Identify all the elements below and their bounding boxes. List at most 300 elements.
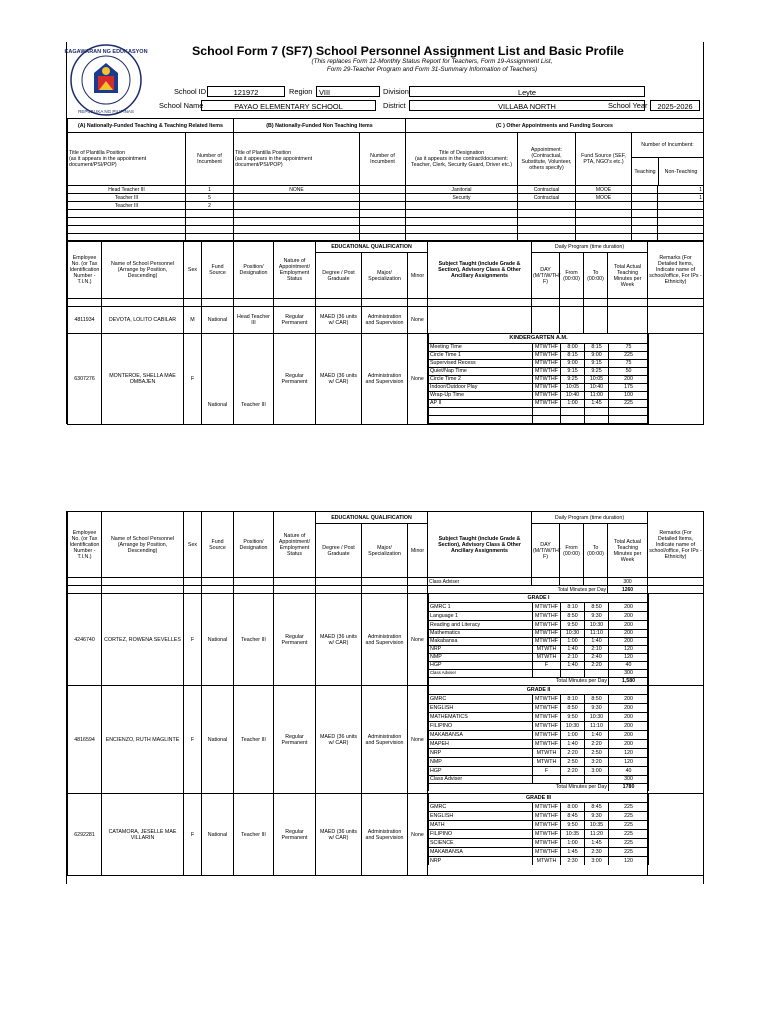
table-cell: None	[408, 686, 428, 794]
table-cell: CATAMORA, JESELLE MAE VILLARIN	[102, 794, 184, 876]
table-cell: MAED (36 units w/ CAR)	[316, 594, 362, 686]
grade-label: GRADE II	[429, 686, 649, 694]
table-cell: MTWTHF	[533, 829, 561, 838]
table-cell	[234, 578, 274, 586]
table-row[interactable]	[68, 686, 704, 794]
table-cell: CORTEZ, ROWENA SEVELLES	[102, 594, 184, 686]
table-cell: MAKABANSA	[429, 730, 533, 739]
table-cell: 200	[609, 375, 649, 383]
table-cell: 8:15	[585, 343, 609, 351]
table-cell	[234, 299, 274, 307]
table-cell	[648, 586, 704, 594]
form-sheet-page-2	[66, 511, 704, 884]
table-row[interactable]	[68, 794, 704, 876]
table-cell: F	[533, 766, 561, 775]
table-cell	[584, 299, 608, 307]
table-cell	[102, 586, 184, 594]
col-daily-program: Daily Program (time duration)	[532, 512, 648, 524]
table-cell: 10:35	[585, 820, 609, 829]
table-cell: Teacher III	[234, 594, 274, 686]
table-cell: 225	[609, 829, 649, 838]
table-cell: 9:15	[561, 367, 585, 375]
table-cell: MTWTHF	[533, 730, 561, 739]
table-cell: Class Adviser	[428, 578, 532, 586]
table-cell: MTWTHF	[533, 359, 561, 367]
table-cell: NONE	[234, 186, 360, 194]
col-fund: Fund Source	[202, 512, 234, 578]
table-cell: MAKABANSA	[429, 847, 533, 856]
table-cell: DEVOTA, LOLITO CABILAR	[102, 307, 184, 334]
table-cell: MTWTHF	[533, 620, 561, 629]
plantilla-title-header: Title of Plantilla Position (as it appears in the appointment document/PSI/POP)	[68, 133, 186, 186]
table-cell	[360, 210, 406, 218]
table-cell: 120	[609, 856, 649, 865]
table-cell	[362, 299, 408, 307]
table-cell: 1:00	[561, 730, 585, 739]
table-cell: Total Minutes per Day	[429, 677, 609, 685]
incumbent-split-header: Number of Incumbent: Teaching Non-Teaching	[632, 133, 704, 186]
col-position: Position/ Designation	[234, 512, 274, 578]
table-cell: F	[184, 794, 202, 876]
table-cell: 10:30	[561, 721, 585, 730]
table-cell: MTWTHF	[533, 375, 561, 383]
table-cell: 2:10	[585, 645, 609, 653]
col-sex: Sex	[184, 512, 202, 578]
table-cell	[648, 594, 704, 686]
table-cell	[68, 218, 186, 226]
table-cell: 9:00	[585, 351, 609, 359]
form-subtitle-line1: (This replaces Form 12-Monthly Status Report for Teachers, Form 19-Assignment List,	[311, 58, 553, 65]
table-cell	[360, 186, 406, 194]
table-cell: Reading and Literacy	[429, 620, 533, 629]
table-cell: 1:40	[561, 645, 585, 653]
table-cell: MTWTHF	[533, 602, 561, 611]
table-cell: 10:40	[585, 383, 609, 391]
table-cell	[274, 578, 316, 586]
table-cell: 10:05	[585, 375, 609, 383]
table-cell: 300	[609, 775, 649, 783]
table-cell	[68, 210, 186, 218]
school-id-label: School ID	[174, 87, 207, 96]
table-cell: Janitorial	[406, 186, 518, 194]
table-cell: M	[184, 307, 202, 334]
table-cell	[316, 586, 362, 594]
table-row[interactable]	[68, 307, 704, 334]
table-cell	[532, 299, 560, 307]
table-cell	[648, 686, 704, 794]
subject-schedule-cell	[428, 594, 648, 686]
table-cell	[585, 669, 609, 677]
table-cell: 1:40	[561, 739, 585, 748]
table-cell: 40	[609, 661, 649, 669]
table-cell: Administration and Supervision	[362, 686, 408, 794]
col-from: From (00:00)	[560, 253, 584, 299]
table-cell	[428, 299, 532, 307]
table-cell: Total Minutes per Day	[429, 783, 609, 791]
col-edu-qualification: EDUCATIONAL QUALIFICATION	[316, 512, 428, 524]
table-cell: Teacher III	[234, 794, 274, 876]
table-cell: ENGLISH	[429, 703, 533, 712]
table-cell: National	[202, 334, 234, 425]
table-cell: MTWTHF	[533, 383, 561, 391]
table-cell: Wrap-Up Time	[429, 391, 533, 399]
region-label: Region	[289, 87, 313, 96]
table-cell: MOOE	[576, 186, 632, 194]
col-degree: Degree / Post Graduate	[316, 253, 362, 299]
table-cell: MTWTHF	[533, 811, 561, 820]
col-remarks: Remarks (For Detailed Items, Indicate name of school/office, For IPs -Ethnicity)	[648, 512, 704, 578]
table-cell	[274, 586, 316, 594]
table-cell: MTWTHF	[533, 367, 561, 375]
table-cell	[184, 578, 202, 586]
table-cell: 40	[609, 766, 649, 775]
table-cell: 2:50	[561, 757, 585, 766]
table-cell: 75	[609, 343, 649, 351]
table-cell: MTWTHF	[533, 399, 561, 407]
col-sex: Sex	[184, 241, 202, 299]
table-cell	[234, 226, 360, 234]
table-cell: 100	[609, 391, 649, 399]
table-cell	[360, 202, 406, 210]
table-cell	[406, 202, 518, 210]
col-to: To (00:00)	[584, 524, 608, 578]
table-cell	[186, 210, 234, 218]
col-total: Total Actual Teaching Minutes per Week	[608, 253, 648, 299]
table-cell: Administration and Supervision	[362, 334, 408, 425]
table-cell: None	[408, 594, 428, 686]
grade-label: KINDERGARTEN A.M.	[429, 334, 649, 343]
table-cell	[186, 226, 234, 234]
table-cell	[658, 226, 704, 234]
table-cell	[428, 307, 532, 334]
table-cell: 11:00	[585, 391, 609, 399]
table-cell: 1:45	[585, 838, 609, 847]
table-cell	[584, 578, 608, 586]
table-cell: 10:35	[561, 829, 585, 838]
table-cell: 200	[609, 730, 649, 739]
table-cell: 10:30	[561, 629, 585, 637]
grade-label: GRADE I	[429, 594, 649, 602]
table-cell: FILIPINO	[429, 721, 533, 730]
table-row[interactable]	[68, 594, 704, 686]
table-cell: Class Adviser	[429, 669, 533, 677]
table-cell: 225	[609, 838, 649, 847]
table-cell: Head Teacher III	[68, 186, 186, 194]
table-cell	[648, 578, 704, 586]
table-cell: National	[202, 307, 234, 334]
table-cell: 200	[609, 703, 649, 712]
table-cell	[585, 775, 609, 783]
table-cell: 1:40	[585, 637, 609, 645]
subject-schedule-cell	[428, 334, 648, 425]
table-cell	[658, 210, 704, 218]
form-subtitle-line2: Form 29-Teacher Program and Form 31-Summary Information of Teachers)	[326, 66, 538, 73]
col-day: DAY (M/T/W/TH/ F)	[532, 253, 560, 299]
table-cell: 225	[609, 847, 649, 856]
table-cell: 1,580	[609, 677, 649, 685]
table-cell: 2:40	[585, 653, 609, 661]
col-daily-program: Daily Program (time duration)	[532, 241, 648, 253]
table-cell: 1:40	[561, 661, 585, 669]
school-name-label: School Name	[159, 101, 204, 110]
table-cell: 11:10	[585, 721, 609, 730]
table-cell: 2:50	[585, 748, 609, 757]
table-cell	[632, 186, 658, 194]
fund-source-header: Fund Source (SEF, PTA, NGO's etc.)	[576, 133, 632, 186]
table-cell: 2:30	[561, 856, 585, 865]
col-major: Major/ Specialization	[362, 524, 408, 578]
table-cell: Teacher III	[234, 334, 274, 425]
table-cell: AP II	[429, 399, 533, 407]
col-subject: Subject Taught (include Grade & Section), Advisory Class & Other Ancillary Assignments	[428, 512, 532, 578]
table-cell: 1:45	[561, 847, 585, 856]
table-cell: 120	[609, 645, 649, 653]
table-cell: MOOE	[576, 194, 632, 202]
table-cell: 9:15	[585, 359, 609, 367]
table-cell	[648, 307, 704, 334]
table-cell: MTWTHF	[533, 820, 561, 829]
col-day: DAY (M/T/W/TH/ F)	[532, 524, 560, 578]
table-cell: Administration and Supervision	[362, 307, 408, 334]
table-cell: 8:50	[561, 611, 585, 620]
table-cell: 1:45	[585, 399, 609, 407]
table-cell: 9:30	[585, 611, 609, 620]
form-title: School Form 7 (SF7) School Personnel Assignment List and Basic Profile	[192, 44, 624, 58]
table-cell: 2:20	[585, 739, 609, 748]
table-cell: 1	[658, 186, 704, 194]
table-cell: 6292281	[68, 794, 102, 876]
table-cell: None	[408, 794, 428, 876]
col-fund: Fund Source	[202, 241, 234, 299]
table-cell	[608, 307, 648, 334]
table-cell: 200	[609, 721, 649, 730]
table-cell: MAED (36 units w/ CAR)	[316, 334, 362, 425]
svg-text:REPUBLIKA NG PILIPINAS: REPUBLIKA NG PILIPINAS	[78, 109, 134, 114]
col-degree: Degree / Post Graduate	[316, 524, 362, 578]
school-name-field[interactable]: PAYAO ELEMENTARY SCHOOL	[201, 100, 376, 111]
table-cell	[362, 578, 408, 586]
table-cell: 9:00	[561, 359, 585, 367]
table-cell	[533, 775, 561, 783]
table-cell	[518, 202, 576, 210]
table-cell	[234, 202, 360, 210]
table-cell	[68, 226, 186, 234]
col-edu-qualification: EDUCATIONAL QUALIFICATION	[316, 241, 428, 253]
table-cell: 8:10	[561, 694, 585, 703]
table-cell: 10:30	[585, 620, 609, 629]
table-cell: 8:00	[561, 802, 585, 811]
num-incumbent-header: Number of Incumbent	[186, 133, 234, 186]
table-cell: MTWTHF	[533, 721, 561, 730]
table-cell: NMP	[429, 757, 533, 766]
table-cell: 10:30	[585, 712, 609, 721]
table-cell: National	[202, 794, 234, 876]
division-field[interactable]: Leyte	[409, 86, 645, 97]
table-cell: 200	[609, 620, 649, 629]
table-cell: SCIENCE	[429, 838, 533, 847]
table-cell	[102, 299, 184, 307]
school-id-field[interactable]: 121972	[207, 86, 285, 97]
table-cell	[234, 586, 274, 594]
table-cell	[68, 578, 102, 586]
table-cell	[202, 586, 234, 594]
table-cell: 1:40	[585, 730, 609, 739]
table-cell: MTWTH	[533, 653, 561, 661]
table-cell: 225	[609, 399, 649, 407]
table-cell: National	[202, 594, 234, 686]
table-cell: National	[202, 686, 234, 794]
col-minor: Minor	[408, 253, 428, 299]
table-cell: 200	[609, 712, 649, 721]
table-cell	[648, 299, 704, 307]
table-cell: Teacher III	[68, 194, 186, 202]
table-cell: MTWTHF	[533, 838, 561, 847]
table-cell: Regular Permanent	[274, 794, 316, 876]
appointment-header: Appointment: (Contractual, Substitute, Volunteer, others specify)	[518, 133, 576, 186]
personnel-table-page-1	[67, 240, 704, 425]
table-cell	[518, 210, 576, 218]
table-cell	[406, 218, 518, 226]
table-cell: Language 1	[429, 611, 533, 620]
table-cell: NRP	[429, 645, 533, 653]
table-cell: MAED (36 units w/ CAR)	[316, 307, 362, 334]
division-label: Division	[383, 87, 409, 96]
num-incumbent-header-b: Number of Incumbent	[360, 133, 406, 186]
table-cell	[408, 586, 428, 594]
table-cell	[184, 586, 202, 594]
form-sheet-page-1	[66, 42, 704, 424]
table-cell: Indoor/Outdoor Play	[429, 383, 533, 391]
subject-schedule-cell	[428, 686, 648, 794]
table-cell: 1260	[608, 586, 648, 594]
table-cell: NRP	[429, 856, 533, 865]
table-cell: F	[184, 686, 202, 794]
table-cell	[184, 299, 202, 307]
table-cell: Administration and Supervision	[362, 794, 408, 876]
table-cell: 2	[186, 202, 234, 210]
section-a-header: (A) Nationally-Funded Teaching & Teaching Related Items	[68, 119, 234, 133]
table-cell: 1:00	[561, 838, 585, 847]
district-field[interactable]: VILLABA NORTH	[409, 100, 645, 111]
table-cell: 8:00	[561, 343, 585, 351]
region-field[interactable]: VIII	[316, 86, 380, 97]
table-cell	[68, 299, 102, 307]
col-nature: Nature of Appointment/ Employment Status	[274, 512, 316, 578]
table-cell: MTWTHF	[533, 703, 561, 712]
table-cell	[608, 299, 648, 307]
table-cell	[202, 578, 234, 586]
table-cell: 120	[609, 748, 649, 757]
col-from: From (00:00)	[560, 524, 584, 578]
table-cell	[584, 307, 608, 334]
col-minor: Minor	[408, 524, 428, 578]
svg-text:KAGAWARAN NG EDUKASYON: KAGAWARAN NG EDUKASYON	[64, 49, 148, 55]
table-cell: 10:05	[561, 383, 585, 391]
section-c-header: (C ) Other Appointments and Funding Sources	[406, 119, 704, 133]
table-cell: 9:25	[585, 367, 609, 375]
school-year-label: School Year	[608, 101, 648, 110]
table-cell	[274, 299, 316, 307]
table-cell	[429, 415, 533, 423]
table-cell: MATH	[429, 820, 533, 829]
table-cell: F	[533, 661, 561, 669]
col-employee-no: Employee No. (or Tax Identification Number - T.I.N.)	[68, 241, 102, 299]
table-row[interactable]	[68, 334, 704, 425]
table-cell: 200	[609, 694, 649, 703]
table-cell: ENCIENZO, RUTH MAGLINTE	[102, 686, 184, 794]
table-cell: Contractual	[518, 194, 576, 202]
table-cell	[560, 307, 584, 334]
table-cell: 9:30	[585, 811, 609, 820]
col-total: Total Actual Teaching Minutes per Week	[608, 524, 648, 578]
col-subject: Subject Taught (include Grade & Section), Advisory Class & Other Ancillary Assignments	[428, 241, 532, 299]
table-cell: 200	[609, 611, 649, 620]
table-cell	[360, 194, 406, 202]
table-cell: MTWTHF	[533, 739, 561, 748]
table-cell: 1780	[609, 783, 649, 791]
col-employee-no: Employee No. (or Tax Identification Number - T.I.N.)	[68, 512, 102, 578]
table-cell	[561, 775, 585, 783]
table-cell	[632, 218, 658, 226]
table-cell: 2:20	[561, 766, 585, 775]
table-cell	[68, 586, 102, 594]
table-cell	[609, 415, 649, 423]
table-cell	[408, 578, 428, 586]
table-cell: Mathematics	[429, 629, 533, 637]
table-cell: Regular Permanent	[274, 307, 316, 334]
table-cell: None	[408, 334, 428, 425]
table-cell: MTWTHF	[533, 611, 561, 620]
table-cell: 4816594	[68, 686, 102, 794]
table-cell: MTWTH	[533, 645, 561, 653]
table-cell: F	[184, 334, 202, 425]
table-cell: 75	[609, 359, 649, 367]
table-cell	[585, 407, 609, 415]
deped-seal-icon	[64, 43, 148, 117]
table-cell: Class Adviser	[429, 775, 533, 783]
table-cell: Quiet/Nap Time	[429, 367, 533, 375]
table-cell: MTWTHF	[533, 802, 561, 811]
table-cell: NRP	[429, 748, 533, 757]
table-cell: Supervised Recess	[429, 359, 533, 367]
table-cell: Makabansa	[429, 637, 533, 645]
school-year-field[interactable]: 2025-2026	[650, 100, 700, 111]
table-cell: 120	[609, 757, 649, 766]
table-cell: 1	[186, 186, 234, 194]
table-cell: GMRC	[429, 802, 533, 811]
table-cell: Circle Time 2	[429, 375, 533, 383]
table-cell: 9:25	[561, 375, 585, 383]
table-cell	[234, 194, 360, 202]
col-nature: Nature of Appointment/ Employment Status	[274, 241, 316, 299]
table-cell	[360, 226, 406, 234]
table-cell	[632, 210, 658, 218]
table-cell: None	[408, 307, 428, 334]
table-cell: 8:10	[561, 602, 585, 611]
table-cell	[406, 226, 518, 234]
col-personnel-name: Name of School Personnel (Arrange by Position, Descending)	[102, 241, 184, 299]
table-cell: Meeting Time	[429, 343, 533, 351]
table-cell: GMRC 1	[429, 602, 533, 611]
table-cell: Regular Permanent	[274, 686, 316, 794]
table-cell	[532, 307, 560, 334]
table-cell	[406, 210, 518, 218]
table-cell: HGP	[429, 661, 533, 669]
col-personnel-name: Name of School Personnel (Arrange by Position, Descending)	[102, 512, 184, 578]
table-cell: Teacher III	[234, 686, 274, 794]
table-cell: 9:30	[585, 703, 609, 712]
table-cell: MATHEMATICS	[429, 712, 533, 721]
